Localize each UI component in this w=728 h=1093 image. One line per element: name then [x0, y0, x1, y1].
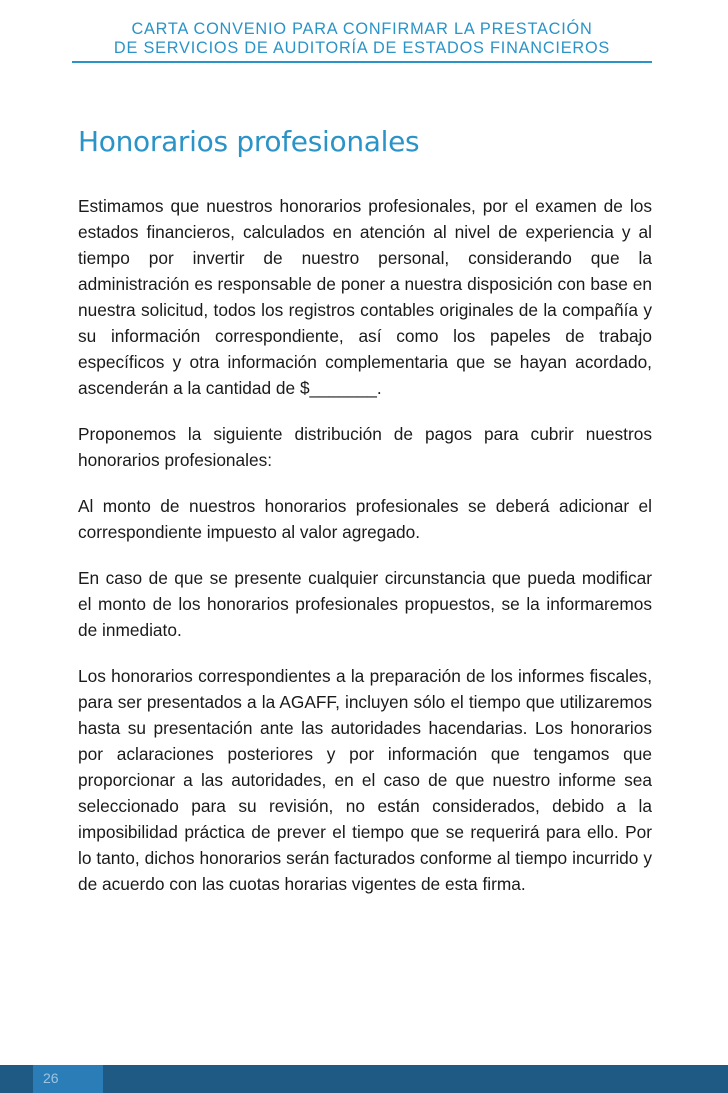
- page-number: 26: [43, 1070, 59, 1086]
- running-header-line-1: CARTA CONVENIO PARA CONFIRMAR LA PRESTACIÓN: [131, 20, 593, 38]
- running-header: [72, 20, 652, 63]
- section-title: Honorarios profesionales: [78, 125, 420, 158]
- paragraph-tax-reports: Los honorarios correspondientes a la preparación de los informes fiscales, para ser presentados a la AGAFF, incluyen sólo el tiempo que utilizaremos hasta su presentación ante las autoridades hacendarias. Los honorarios por aclaraciones posteriores y por información que tengamos que proporcionar a las autoridades, en el caso de que nuestro informe sea seleccionado para su revisión, no están considerados, debido a la imposibilidad práctica de prever el tiempo que se requerirá para ello. Por lo tanto, dichos honorarios serán facturados conforme al tiempo incurrido y de acuerdo con las cuotas horarias vigentes de esta firma.: [78, 666, 652, 894]
- paragraph-fee-estimate: Estimamos que nuestros honorarios profesionales, por el examen de los estados financieros, calculados en atención al nivel de experiencia y al tiempo por invertir de nuestro personal, considerando que la administración es responsable de poner a nuestra disposición con base en nuestra solicitud, todos los registros contables originales de la compañía y su información correspondiente, así como los papeles de trabajo específicos y otra información complementaria que se hayan acordado, ascenderán a la cantidad de $_______.: [78, 196, 652, 398]
- paragraph-fee-changes: En caso de que se presente cualquier circunstancia que pueda modificar el monto de los honorarios profesionales propuestos, se la informaremos de inmediato.: [78, 568, 652, 640]
- page-number-box: [33, 1065, 103, 1093]
- paragraph-vat: Al monto de nuestros honorarios profesionales se deberá adicionar el correspondiente impuesto al valor agregado.: [78, 496, 652, 542]
- paragraph-payment-distribution: Proponemos la siguiente distribución de pagos para cubrir nuestros honorarios profesionales:: [78, 424, 652, 470]
- footer-band: [0, 1065, 728, 1093]
- running-header-line-2: DE SERVICIOS DE AUDITORÍA DE ESTADOS FINANCIEROS: [113, 39, 611, 57]
- body-text: [78, 193, 652, 917]
